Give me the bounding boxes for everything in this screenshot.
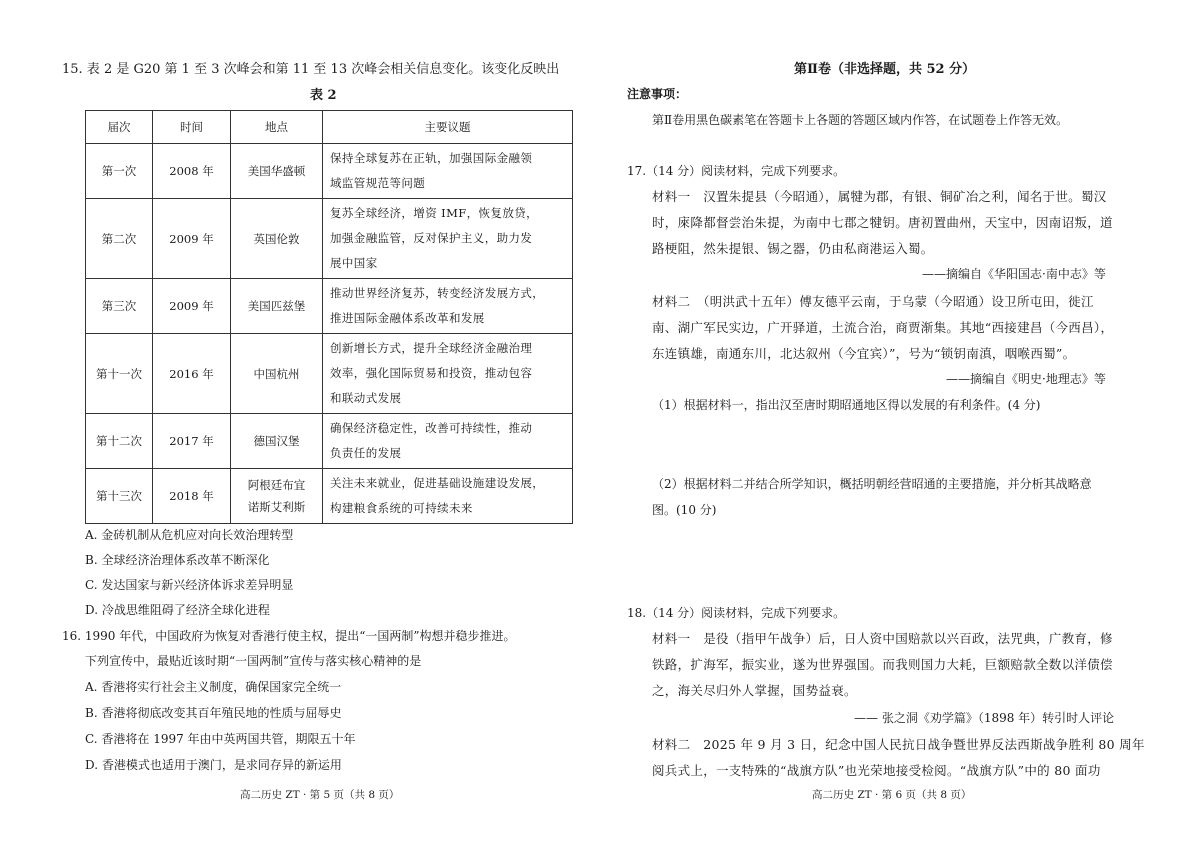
material-line: 材料二 2025 年 9 月 3 日，纪念中国人民抗日战争暨世界反法西斯战争胜利 80 周年: [652, 737, 1145, 752]
table-header-row: [86, 111, 573, 144]
topic-line: 和联动式发展: [330, 391, 402, 405]
q16-stem-line-2: 下列宣传中，最贴近该时期“一国两制”宣传与落实核心精神的是: [85, 654, 422, 668]
cell-year: 2017 年: [153, 414, 231, 469]
q17-sub-question-2-line-1: （2）根据材料二并结合所学知识，概括明朝经营昭通的主要措施，并分析其战略意: [652, 477, 1092, 491]
section-title: 第Ⅱ卷（非选择题，共 52 分）: [794, 62, 976, 77]
q18-material-2: [652, 732, 1145, 784]
q17-material-1-source: ——摘编自《华阳国志·南中志》等: [922, 267, 1106, 281]
cell-session: 第十二次: [86, 414, 153, 469]
q16-option-c: C. 香港将在 1997 年由中英两国共管，期限五十年: [85, 732, 356, 746]
header-place: 地点: [231, 111, 323, 144]
topic-line: 域监管规范等问题: [330, 176, 426, 190]
q15-option-c: C. 发达国家与新兴经济体诉求差异明显: [85, 578, 294, 592]
material-line: 路梗阻，然朱提银、锡之器，仍由私商港运入蜀。: [652, 241, 934, 256]
material-line: 时，庲降都督尝治朱提，为南中七郡之犍钥。唐初置曲州，天宝中，因南诏叛，道: [652, 215, 1113, 230]
q16-option-d: D. 香港模式也适用于澳门，是求同存异的新运用: [85, 758, 342, 772]
topic-line: 关注未来就业，促进基础设施建设发展，: [330, 476, 545, 490]
material-line: 材料一 是役（指甲午战争）后，日人资中国赔款以兴百政，法咒典，广教育，修: [652, 631, 1113, 646]
q15-option-d: D. 冷战思维阻碍了经济全球化进程: [85, 603, 270, 617]
topic-line: 加强金融监管，反对保护主义，助力发: [330, 231, 533, 245]
material-line: 之，海关尽归外人掌握，国势益衰。: [652, 683, 857, 698]
place-line: 诺斯艾利斯: [247, 500, 306, 514]
q17-stem: 17.（14 分）阅读材料，完成下列要求。: [627, 164, 846, 178]
header-topic: 主要议题: [323, 111, 573, 144]
cell-year: 2009 年: [153, 199, 231, 279]
cell-place: [231, 469, 323, 524]
cell-session: 第十一次: [86, 334, 153, 414]
cell-topic: [323, 469, 573, 524]
cell-session: 第二次: [86, 199, 153, 279]
table-row: [86, 469, 573, 524]
table-row: [86, 199, 573, 279]
cell-place: 德国汉堡: [231, 414, 323, 469]
q15-option-b: B. 全球经济治理体系改革不断深化: [85, 553, 270, 567]
cell-year: 2009 年: [153, 279, 231, 334]
topic-line: 创新增长方式，提升全球经济金融治理: [330, 341, 533, 355]
cell-place: 英国伦敦: [231, 199, 323, 279]
cell-year: 2016 年: [153, 334, 231, 414]
header-session: 届次: [86, 111, 153, 144]
topic-line: 效率，强化国际贸易和投资，推动包容: [330, 366, 533, 380]
q16-stem-line-1: 16. 1990 年代，中国政府为恢复对香港行使主权，提出“一国两制”构想并稳步推进。: [62, 629, 516, 643]
q17-material-2: [652, 289, 1113, 367]
table-row: [86, 334, 573, 414]
q15-option-a: A. 金砖机制从危机应对向长效治理转型: [85, 528, 294, 542]
cell-place: 美国匹兹堡: [231, 279, 323, 334]
cell-topic: [323, 414, 573, 469]
place-line: 阿根廷布宜: [247, 478, 306, 492]
left-page-footer: 高二历史 ZT · 第 5 页（共 8 页）: [240, 789, 400, 801]
q17-sub-question-2-line-2: 图。(10 分): [652, 503, 717, 517]
topic-line: 确保经济稳定性，改善可持续性，推动: [330, 421, 533, 435]
q18-stem: 18.（14 分）阅读材料，完成下列要求。: [627, 606, 846, 620]
q17-material-2-source: ——摘编自《明史·地理志》等: [946, 372, 1106, 386]
table-title: 表 2: [310, 88, 337, 103]
cell-session: 第十三次: [86, 469, 153, 524]
right-page-footer: 高二历史 ZT · 第 6 页（共 8 页）: [812, 789, 972, 801]
cell-year: 2018 年: [153, 469, 231, 524]
cell-topic: [323, 279, 573, 334]
table-row: [86, 279, 573, 334]
table-row: [86, 414, 573, 469]
topic-line: 推进国际金融体系改革和发展: [330, 311, 485, 325]
cell-topic: [323, 199, 573, 279]
material-line: 南、湖广军民实边，广开驿道，土流合治，商贾渐集。其地“西接建昌（今西昌），: [652, 320, 1114, 335]
topic-line: 推动世界经济复苏，转变经济发展方式，: [330, 286, 545, 300]
q16-option-b: B. 香港将彻底改变其百年殖民地的性质与屈辱史: [85, 706, 342, 720]
cell-topic: [323, 144, 573, 199]
topic-line: 负责任的发展: [330, 446, 402, 460]
g20-summit-table: [85, 110, 573, 524]
topic-line: 保持全球复苏在正轨，加强国际金融领: [330, 151, 533, 165]
topic-line: 复苏全球经济，增资 IMF，恢复放贷，: [330, 206, 539, 220]
q16-option-a: A. 香港将实行社会主义制度，确保国家完全统一: [85, 680, 342, 694]
q17-material-1: [652, 184, 1113, 262]
topic-line: 构建粮食系统的可持续未来: [330, 501, 473, 515]
cell-session: 第三次: [86, 279, 153, 334]
cell-session: 第一次: [86, 144, 153, 199]
cell-year: 2008 年: [153, 144, 231, 199]
cell-topic: [323, 334, 573, 414]
material-line: 阅兵式上，一支特殊的“战旗方队”也光荣地接受检阅。“战旗方队”中的 80 面功: [652, 763, 1101, 778]
q18-material-1-source: —— 张之洞《劝学篇》（1898 年）转引时人评论: [854, 711, 1115, 725]
material-line: 材料一 汉置朱提县（今昭通），属犍为郡，有银、铜矿冶之利，闻名于世。蜀汉: [652, 189, 1107, 204]
cell-place: 中国杭州: [231, 334, 323, 414]
q15-stem: 15. 表 2 是 G20 第 1 至 3 次峰会和第 11 至 13 次峰会相关信息变化。该变化反映出: [62, 62, 560, 77]
material-line: 东连镇雄，南通东川，北达叙州（今宜宾）”，号为“锁钥南滇，咽喉西蜀”。: [652, 346, 1076, 361]
table-row: [86, 144, 573, 199]
q18-material-1: [652, 626, 1113, 704]
header-year: 时间: [153, 111, 231, 144]
cell-place: 美国华盛顿: [231, 144, 323, 199]
material-line: 铁路，扩海军，振实业，遂为世界强国。而我则国力大耗，巨额赔款全数以洋债偿: [652, 657, 1113, 672]
material-line: 材料二 （明洪武十五年）傅友德平云南，于乌蒙（今昭通）设卫所屯田，徙江: [652, 294, 1094, 309]
topic-line: 展中国家: [330, 256, 378, 270]
q17-sub-question-1: （1）根据材料一，指出汉至唐时期昭通地区得以发展的有利条件。(4 分): [652, 398, 1041, 412]
notice-text: 第Ⅱ卷用黑色碳素笔在答题卡上各题的答题区域内作答，在试题卷上作答无效。: [652, 113, 1069, 127]
notice-heading: 注意事项：: [627, 87, 688, 101]
